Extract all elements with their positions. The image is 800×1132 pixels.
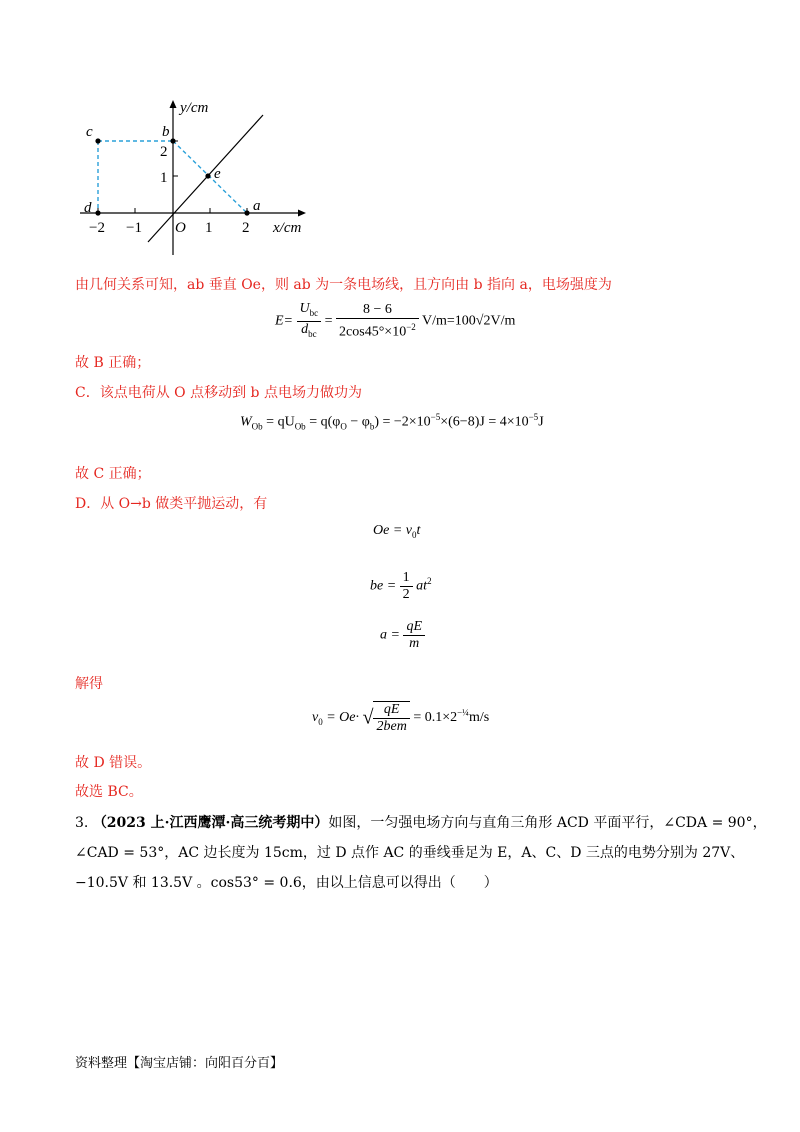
label-e: e — [214, 166, 221, 182]
label-c: c — [86, 124, 93, 140]
x-tick-2: 2 — [242, 220, 250, 236]
c-intro: C．该点电荷从 O 点移动到 b 点电场力做功为 — [75, 385, 362, 401]
origin-label: O — [175, 220, 186, 236]
solve-label: 解得 — [75, 676, 103, 692]
label-d: d — [84, 200, 92, 216]
label-b: b — [162, 124, 170, 140]
x-axis-arrow — [298, 210, 306, 217]
equation-Oe: $Oe = v_0t$ — [373, 523, 421, 540]
x-axis-label: x/cm — [273, 220, 302, 236]
point-b — [170, 138, 175, 143]
footer-source: 资料整理【淘宝店铺：向阳百分百】 — [75, 1056, 284, 1071]
point-a — [244, 210, 249, 215]
b-conclusion: 故 B 正确； — [75, 355, 151, 371]
x-tick-neg1: −1 — [126, 220, 142, 236]
equation-v0: $v_0 = Oe\cdot$ √ $\frac{qE}{\text{2bem}}$ = $0.1\times 2^{-\frac{1}{4}}m/s$ — [312, 702, 490, 734]
equation-E: E= $\frac{U_{bc}}{d_{bc}}$ = $\frac{8 - 6}{2\cos 45^\circ\times 10^{-2}}$ V/m=100√2V/m — [275, 301, 516, 340]
equation-W: $W_{Ob} = qU_{Ob} = q(\varphi_O - \varphi_b) = -2\times 10^{-5}\times(6-8)J = 4\times 10^{-5}J$ — [240, 412, 544, 432]
point-c — [95, 138, 100, 143]
point-d — [95, 210, 100, 215]
y-axis-label: y/cm — [180, 100, 209, 116]
x-tick-neg2: −2 — [89, 220, 105, 236]
y-tick-2: 2 — [160, 144, 168, 160]
question-number: 3. — [75, 815, 89, 831]
equation-be: be = $\frac{1}{2}$ $at^2$ — [370, 570, 432, 602]
x-tick-1: 1 — [205, 220, 213, 236]
final-answer: 故选 BC。 — [75, 784, 143, 800]
question-3-line2: ∠CAD = 53°，AC 边长度为 15cm，过 D 点作 AC 的垂线垂足为 E，A、C、D 三点的电势分别为 27V、 — [75, 845, 745, 861]
question-3-line1 — [75, 812, 767, 832]
c-conclusion: 故 C 正确； — [75, 466, 151, 482]
question-source: （2023 上·江西鹰潭·高三统考期中） — [92, 815, 329, 831]
y-tick-1: 1 — [160, 170, 168, 186]
d-conclusion: 故 D 错误。 — [75, 755, 152, 771]
question-3-line3: −10.5V 和 13.5V 。cos53° = 0.6，由以上信息可以得出（ ） — [75, 875, 498, 891]
label-a: a — [253, 198, 261, 214]
equation-a: a = $\frac{qE}{m}$ — [380, 619, 425, 652]
d-intro: D．从 O→b 做类平抛运动，有 — [75, 496, 268, 512]
question-text-1: 如图，一匀强电场方向与直角三角形 ACD 平面平行，∠CDA = 90°， — [328, 815, 767, 831]
solution-intro: 由几何关系可知，ab 垂直 Oe，则 ab 为一条电场线，且方向由 b 指向 a，电场强度为 — [75, 277, 612, 293]
point-e — [205, 173, 210, 178]
y-axis-arrow — [170, 100, 177, 108]
coordinate-figure — [70, 90, 330, 265]
